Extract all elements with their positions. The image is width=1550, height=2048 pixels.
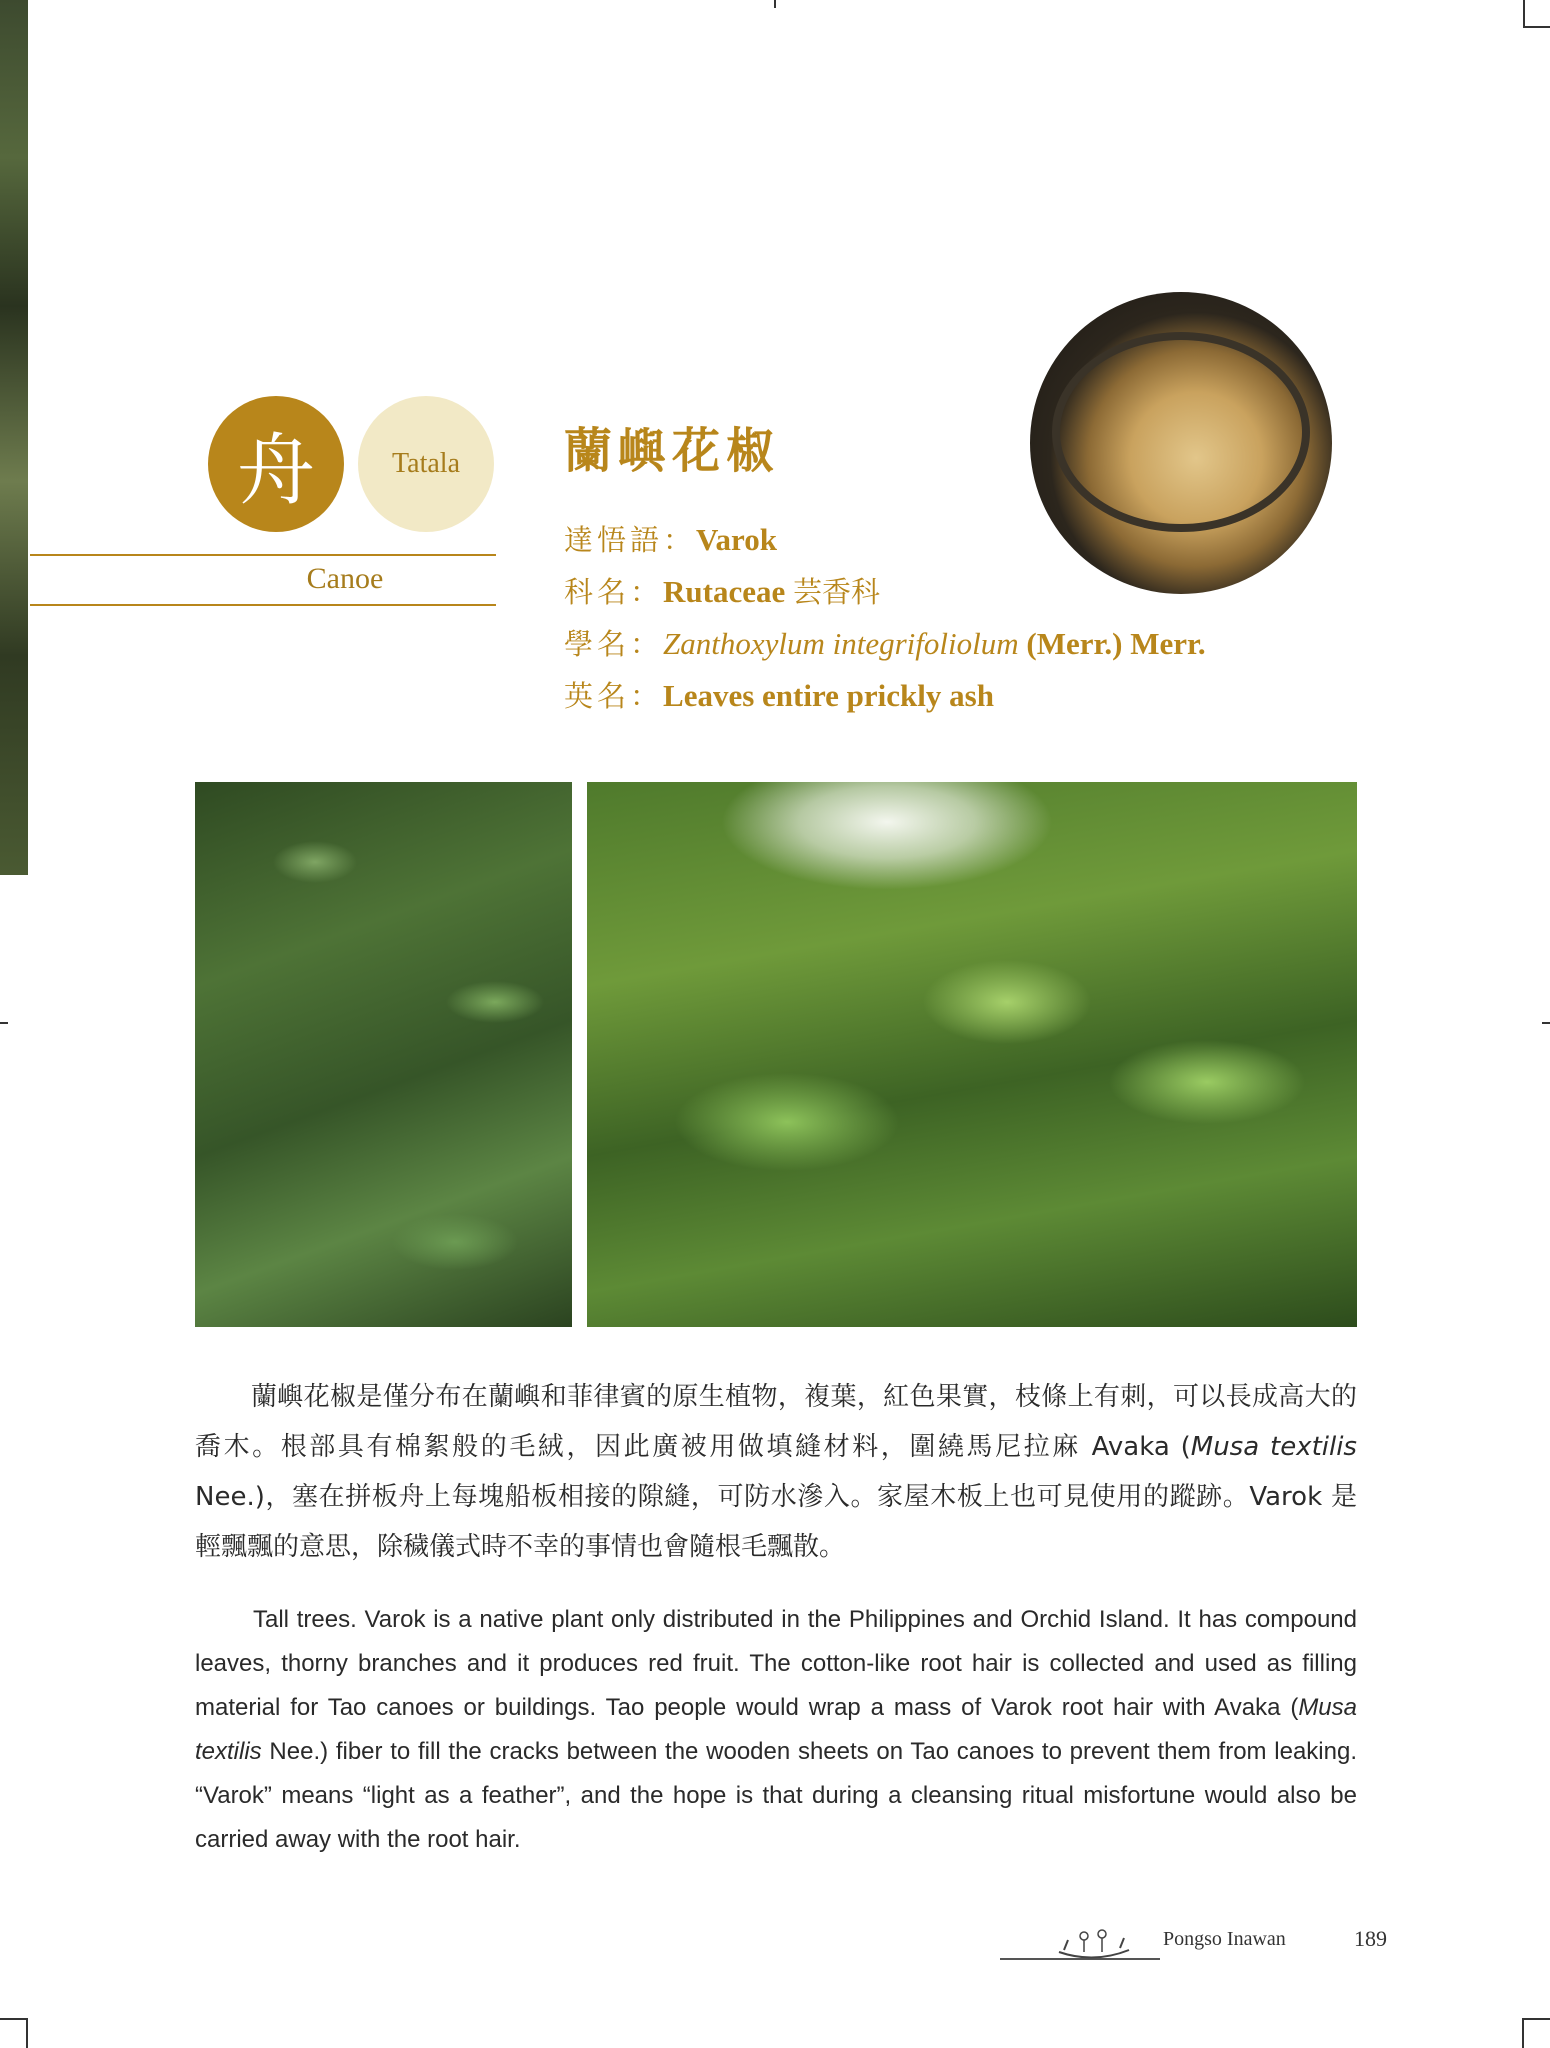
english-name-value: Leaves entire prickly ash <box>663 678 994 713</box>
basket-rim <box>1052 332 1310 532</box>
page-number: 189 <box>1354 1926 1387 1951</box>
canoe-drawing-icon <box>1054 1922 1134 1962</box>
category-label: Canoe <box>306 562 384 595</box>
footer-book-title: Pongso Inawan <box>1163 1928 1286 1950</box>
crop-mark <box>1522 2018 1524 2048</box>
crop-mark <box>1522 2018 1550 2020</box>
scientific-name-authority: (Merr.) Merr. <box>1018 626 1206 661</box>
en-species-italic: Musa textilis <box>195 1694 1357 1765</box>
family-zh: 芸香科 <box>793 575 881 609</box>
tree-canopy-photo <box>587 782 1357 1327</box>
crop-mark <box>1523 26 1550 28</box>
tao-name-value: Varok <box>696 522 777 557</box>
english-name-label: 英名： <box>564 679 664 713</box>
crop-mark <box>0 1022 8 1024</box>
header-rule-bottom <box>30 604 496 606</box>
family-line <box>564 570 880 611</box>
tao-name-label: 達悟語： <box>564 523 697 557</box>
scientific-name-italic: Zanthoxylum integrifoliolum <box>663 626 1019 661</box>
zh-species-italic: Musa textilis <box>1190 1432 1357 1462</box>
chinese-description <box>195 1372 1357 1572</box>
plant-title: 蘭嶼花椒 <box>564 423 781 479</box>
crop-mark <box>0 2018 26 2020</box>
family-label: 科名： <box>564 575 664 609</box>
crop-mark <box>1542 1022 1550 1024</box>
edge-photo-strip <box>0 0 28 875</box>
root-hair-photo <box>1030 292 1332 594</box>
en-text-part1: Tall trees. Varok is a native plant only distributed in the Philippines and Orchid Island. It has compound leaves, thorny branches and it produces red fruit. The cotton-like root hair is collected and used as filling material for Tao canoes or buildings. Tao people would wrap a mass of Varok root hair with Avaka ( <box>195 1606 1357 1721</box>
zh-text-part1: 蘭嶼花椒是僅分布在蘭嶼和菲律賓的原生植物，複葉，紅色果實，枝條上有刺，可以長成高大的喬木。根部具有棉絮般的毛絨，因此廣被用做填縫材料，圍繞馬尼拉麻 Avaka ( <box>195 1382 1357 1462</box>
zh-text-part2: Nee.)，塞在拼板舟上每塊船板相接的隙縫，可防水滲入。家屋木板上也可見使用的蹤跡。Varok 是輕飄飄的意思，除穢儀式時不幸的事情也會隨根毛飄散。 <box>195 1482 1357 1562</box>
family-value: Rutaceae <box>663 574 786 609</box>
scientific-name-line <box>564 622 1206 663</box>
leaf-closeup-photo <box>195 782 572 1327</box>
crop-mark <box>774 0 776 8</box>
header-rule-top <box>30 554 496 556</box>
category-kanji-badge: 舟 <box>208 396 344 532</box>
english-name-line <box>564 674 994 715</box>
crop-mark <box>26 2018 28 2048</box>
scientific-name-label: 學名： <box>564 627 664 661</box>
english-description <box>195 1598 1357 1862</box>
en-text-part2: Nee.) fiber to fill the cracks between the wooden sheets on Tao canoes to prevent them from leaking. “Varok” means “light as a feather”, and the hope is that during a cleansing ritual misfortune would also be carried away with the root hair. <box>195 1738 1357 1853</box>
tao-name-line <box>564 518 777 559</box>
category-word-badge: Tatala <box>358 396 494 532</box>
crop-mark <box>1523 0 1525 26</box>
